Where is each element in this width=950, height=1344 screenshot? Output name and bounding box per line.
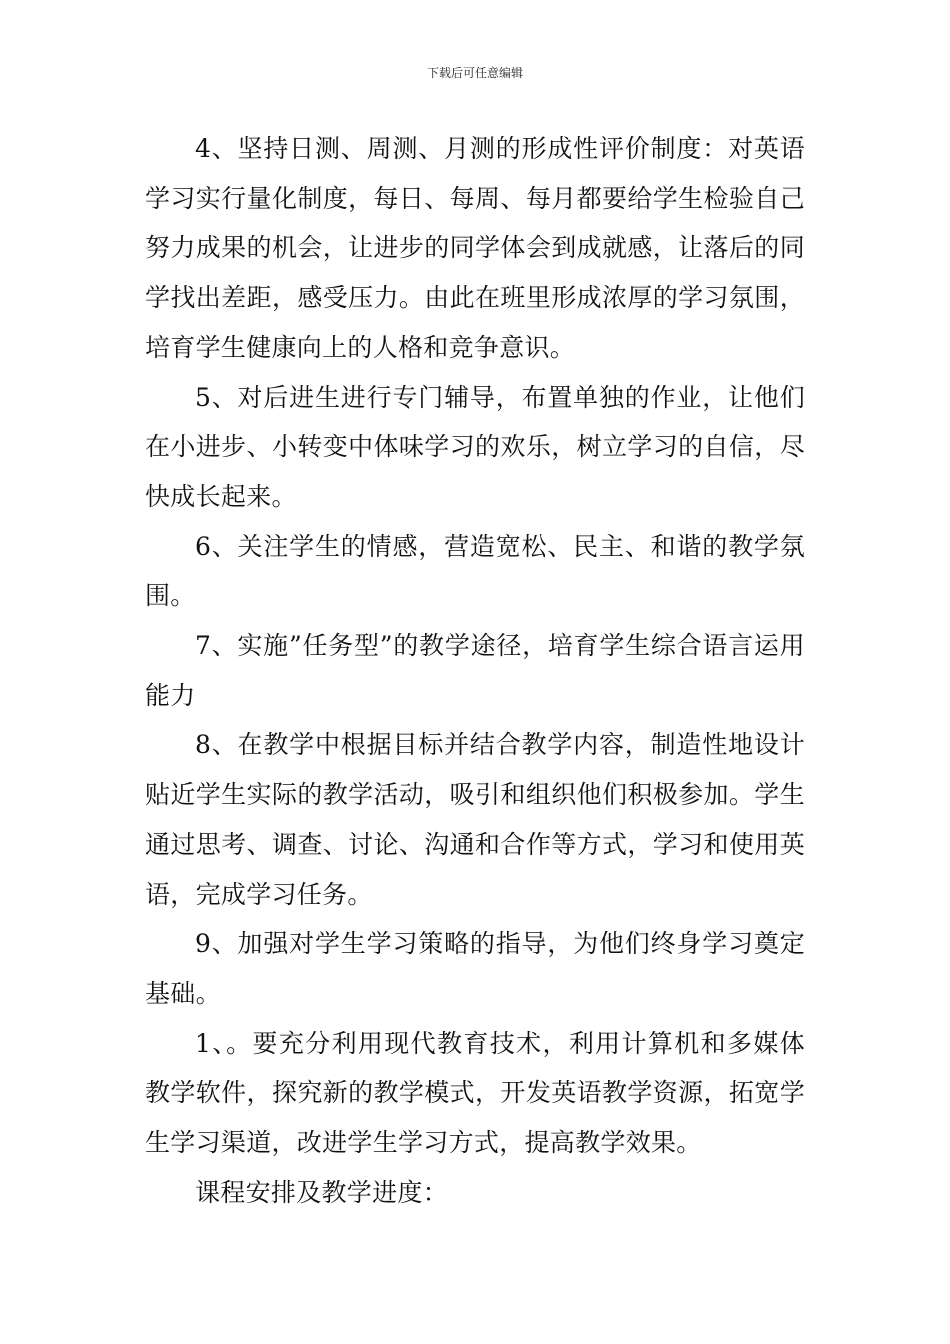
document-body <box>145 124 805 1217</box>
paragraph-item-5: 5、对后进生进行专门辅导，布置单独的作业，让他们在小进步、小转变中体味学习的欢乐，树立学习的自信，尽快成长起来。 <box>145 382 805 511</box>
paragraph-item-8: 8、在教学中根据目标并结合教学内容，制造性地设计贴近学生实际的教学活动，吸引和组织他们积极参加。学生通过思考、调查、讨论、沟通和合作等方式，学习和使用英语，完成学习任务。 <box>145 730 805 909</box>
paragraph-item-9: 9、加强对学生学习策略的指导，为他们终身学习奠定基础。 <box>145 929 805 1008</box>
page-header-note: 下载后可任意编辑 <box>426 66 523 80</box>
paragraph-item-1: 1、。要充分利用现代教育技术，利用计算机和多媒体教学软件，探究新的教学模式，开发英语教学资源，拓宽学生学习渠道，改进学生学习方式，提高教学效果。 <box>145 1028 805 1158</box>
section-heading-course-schedule: 课程安排及教学进度： <box>195 1177 449 1207</box>
paragraph-item-7: 7、实施”任务型”的教学途径，培育学生综合语言运用能力 <box>145 631 805 710</box>
paragraph-item-6: 6、关注学生的情感，营造宽松、民主、和谐的教学氛围。 <box>145 531 805 611</box>
paragraph-item-4: 4、坚持日测、周测、月测的形成性评价制度：对英语学习实行量化制度，每日、每周、每月都要给学生检验自己努力成果的机会，让进步的同学体会到成就感，让落后的同学找出差距，感受压力。由此在班里形成浓厚的学习氛围，培育学生健康向上的人格和竞争意识。 <box>145 134 805 362</box>
